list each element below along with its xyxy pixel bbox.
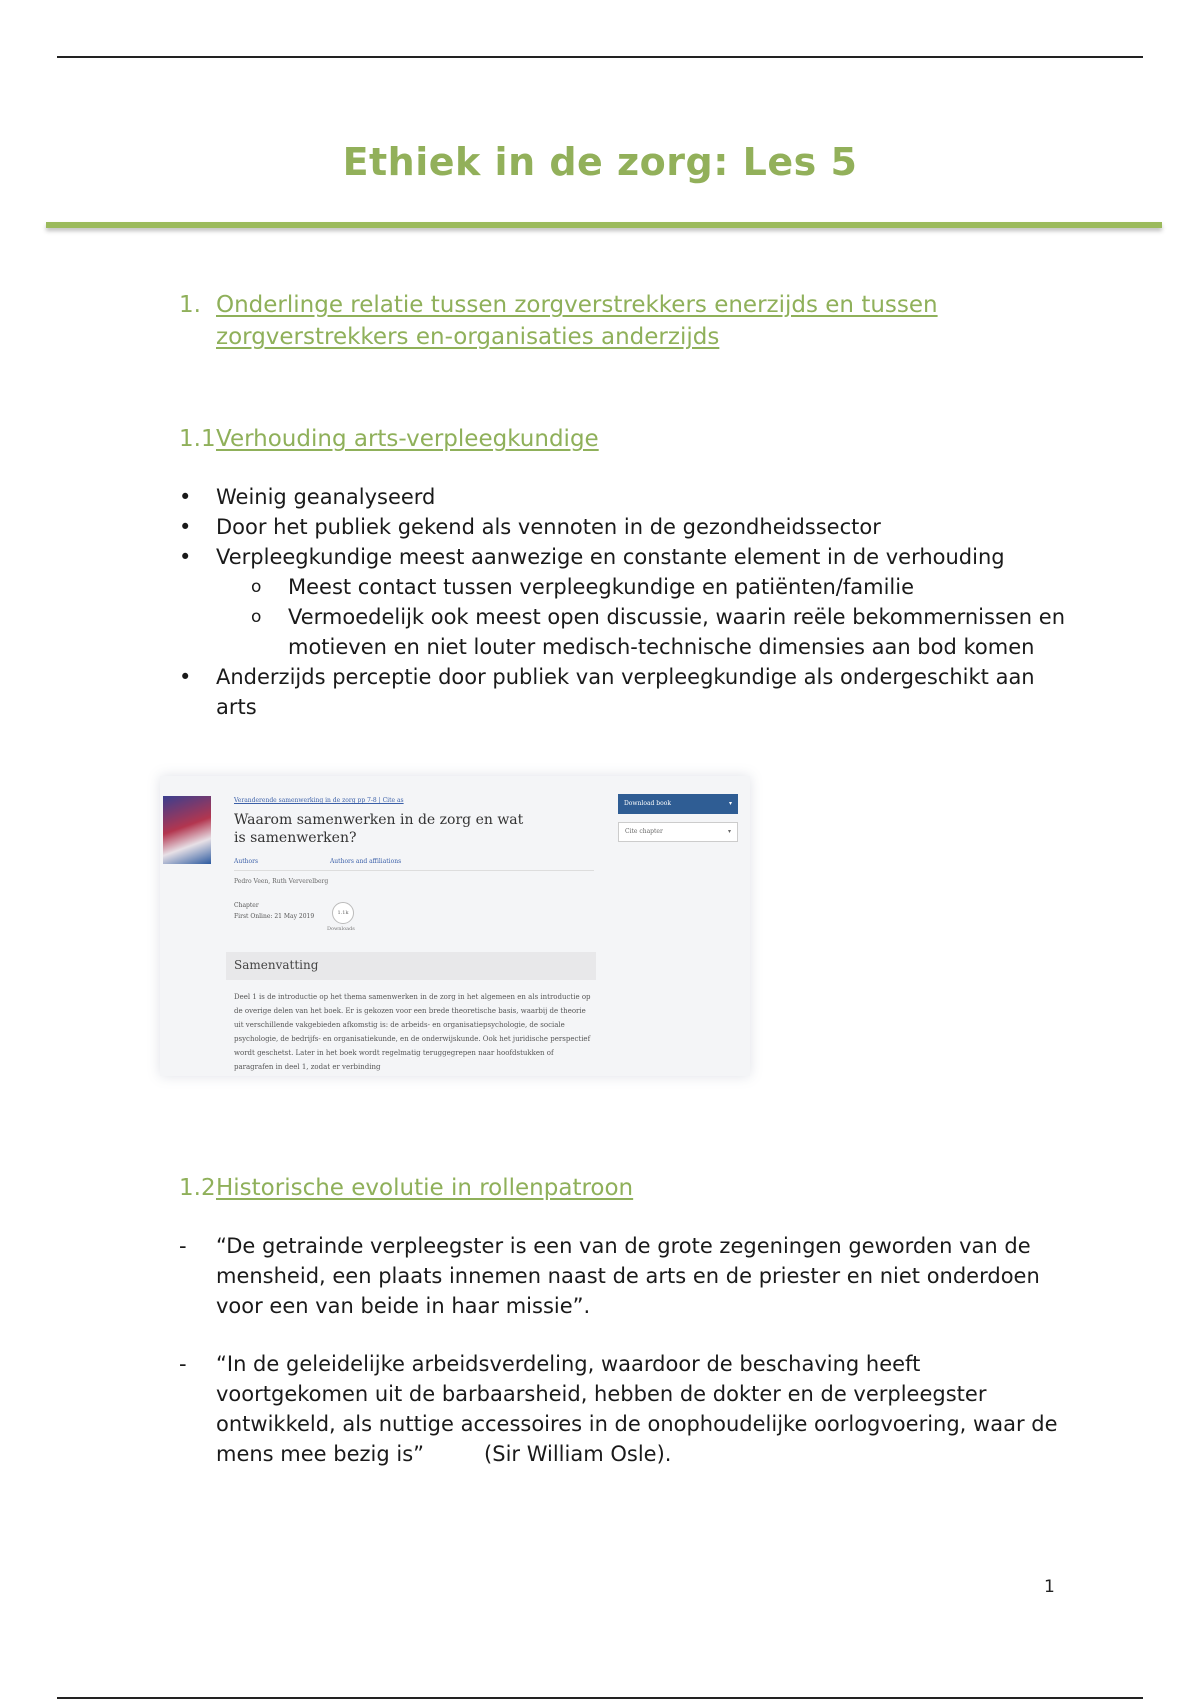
section-1-2-heading [179,1172,799,1204]
quote-1 [179,1231,1059,1321]
embedded-article-screenshot [160,776,750,1076]
page-number: 1 [1044,1577,1055,1597]
header-rule [57,56,1143,58]
book-cover-image [163,796,211,864]
section-1-1-title[interactable]: Verhouding arts-verpleegkundige [216,426,599,452]
section-1-1-number: 1.1 [179,426,216,452]
sub-list-item: o Meest contact tussen verpleegkundige en patiënten/familie [251,575,915,599]
first-online: First Online: 21 May 2019 [234,913,315,920]
list-item: • Door het publiek gekend als vennoten in de gezondheidssector [179,515,881,539]
article-title: Waarom samenwerken in de zorg en wat is samenwerken? [234,812,524,846]
author-names: Pedro Veen, Ruth Ververelberg [234,878,329,885]
page-title: Ethiek in de zorg: Les 5 [342,140,858,184]
summary-title: Samenvatting [234,958,319,972]
quote-2-author: (Sir William Osle). [484,1442,672,1466]
summary-text: Deel 1 is de introductie op het thema samenwerken in de zorg in het algemeen en als introductie op de overige delen van het boek. Er is gekozen voor een brede theoretische basis, waarbij de theorie uit verschillende vakgebieden afkomstig is: de arbeids- en organisatiepsychologie, de sociale psychologie, de bedrijfs- en organisatiekunde, en de onderwijskunde. Ook het juridische perspectief wordt geschetst. Later in het boek wordt regelmatig teruggegrepen naar hoofdstukken of paragrafen in deel 1, zodat er verbinding [234,993,591,1071]
chapter-label: Chapter [234,902,259,909]
chevron-down-icon: ▾ [728,800,732,807]
breadcrumb[interactable]: Veranderende samenwerking in de zorg pp 7-8 | Cite as [234,797,404,804]
tab-authors[interactable]: Authors [234,858,259,865]
section-1-number: 1. [179,292,201,318]
quote-2 [179,1349,1059,1469]
tab-affiliations[interactable]: Authors and affiliations [329,858,402,865]
list-item: • Weinig geanalyseerd [179,485,436,509]
cite-chapter-label: Cite chapter [625,828,663,835]
section-1-1-bullet-list [179,482,1079,722]
author-tabs [234,858,594,871]
chevron-down-icon: ▾ [727,828,731,835]
quote-1-text: “De getrainde verpleegster is een van de grote zegeningen geworden van de mensheid, een plaats innemen naast de arts en de priester en niet onderdoen voor een van beide in haar missie”. [216,1234,1040,1318]
quote-2-text: “In de geleidelijke arbeidsverdeling, waardoor de beschaving heeft voortgekomen uit de barbaarsheid, hebben de dokter en de verpleegster ontwikkeld, als nuttige accessoires in de onophoudelijke oorlogvoering, waar de mens mee bezig is” [216,1352,1058,1466]
section-1-title[interactable]: Onderlinge relatie tussen zorgverstrekkers enerzijds en tussen zorgverstrekkers en-organisaties anderzijds [216,292,938,350]
download-book-label: Download book [624,800,671,807]
section-1-2-number: 1.2 [179,1175,216,1201]
section-1-1-heading [179,423,799,455]
section-1-heading [179,289,999,353]
section-1-2-title[interactable]: Historische evolutie in rollenpatroon [216,1175,634,1201]
dash-bullet: - [179,1352,187,1376]
list-item: • Verpleegkundige meest aanwezige en constante element in de verhouding [179,545,1005,569]
cite-chapter-button[interactable] [618,822,738,842]
downloads-count: 1.1k [332,902,354,924]
downloads-label: Downloads [327,926,355,932]
list-item: • Anderzijds perceptie door publiek van verpleegkundige als ondergeschikt aan arts [179,665,1035,719]
sub-list-item: o Vermoedelijk ook meest open discussie, waarin reële bekommernissen en motieven en niet louter medisch-technische dimensies aan bod komen [251,605,1066,659]
title-underline-bar [46,222,1162,228]
footer-rule [57,1697,1143,1699]
chapter-meta [234,900,314,922]
dash-bullet: - [179,1234,187,1258]
download-book-button[interactable] [618,794,738,814]
